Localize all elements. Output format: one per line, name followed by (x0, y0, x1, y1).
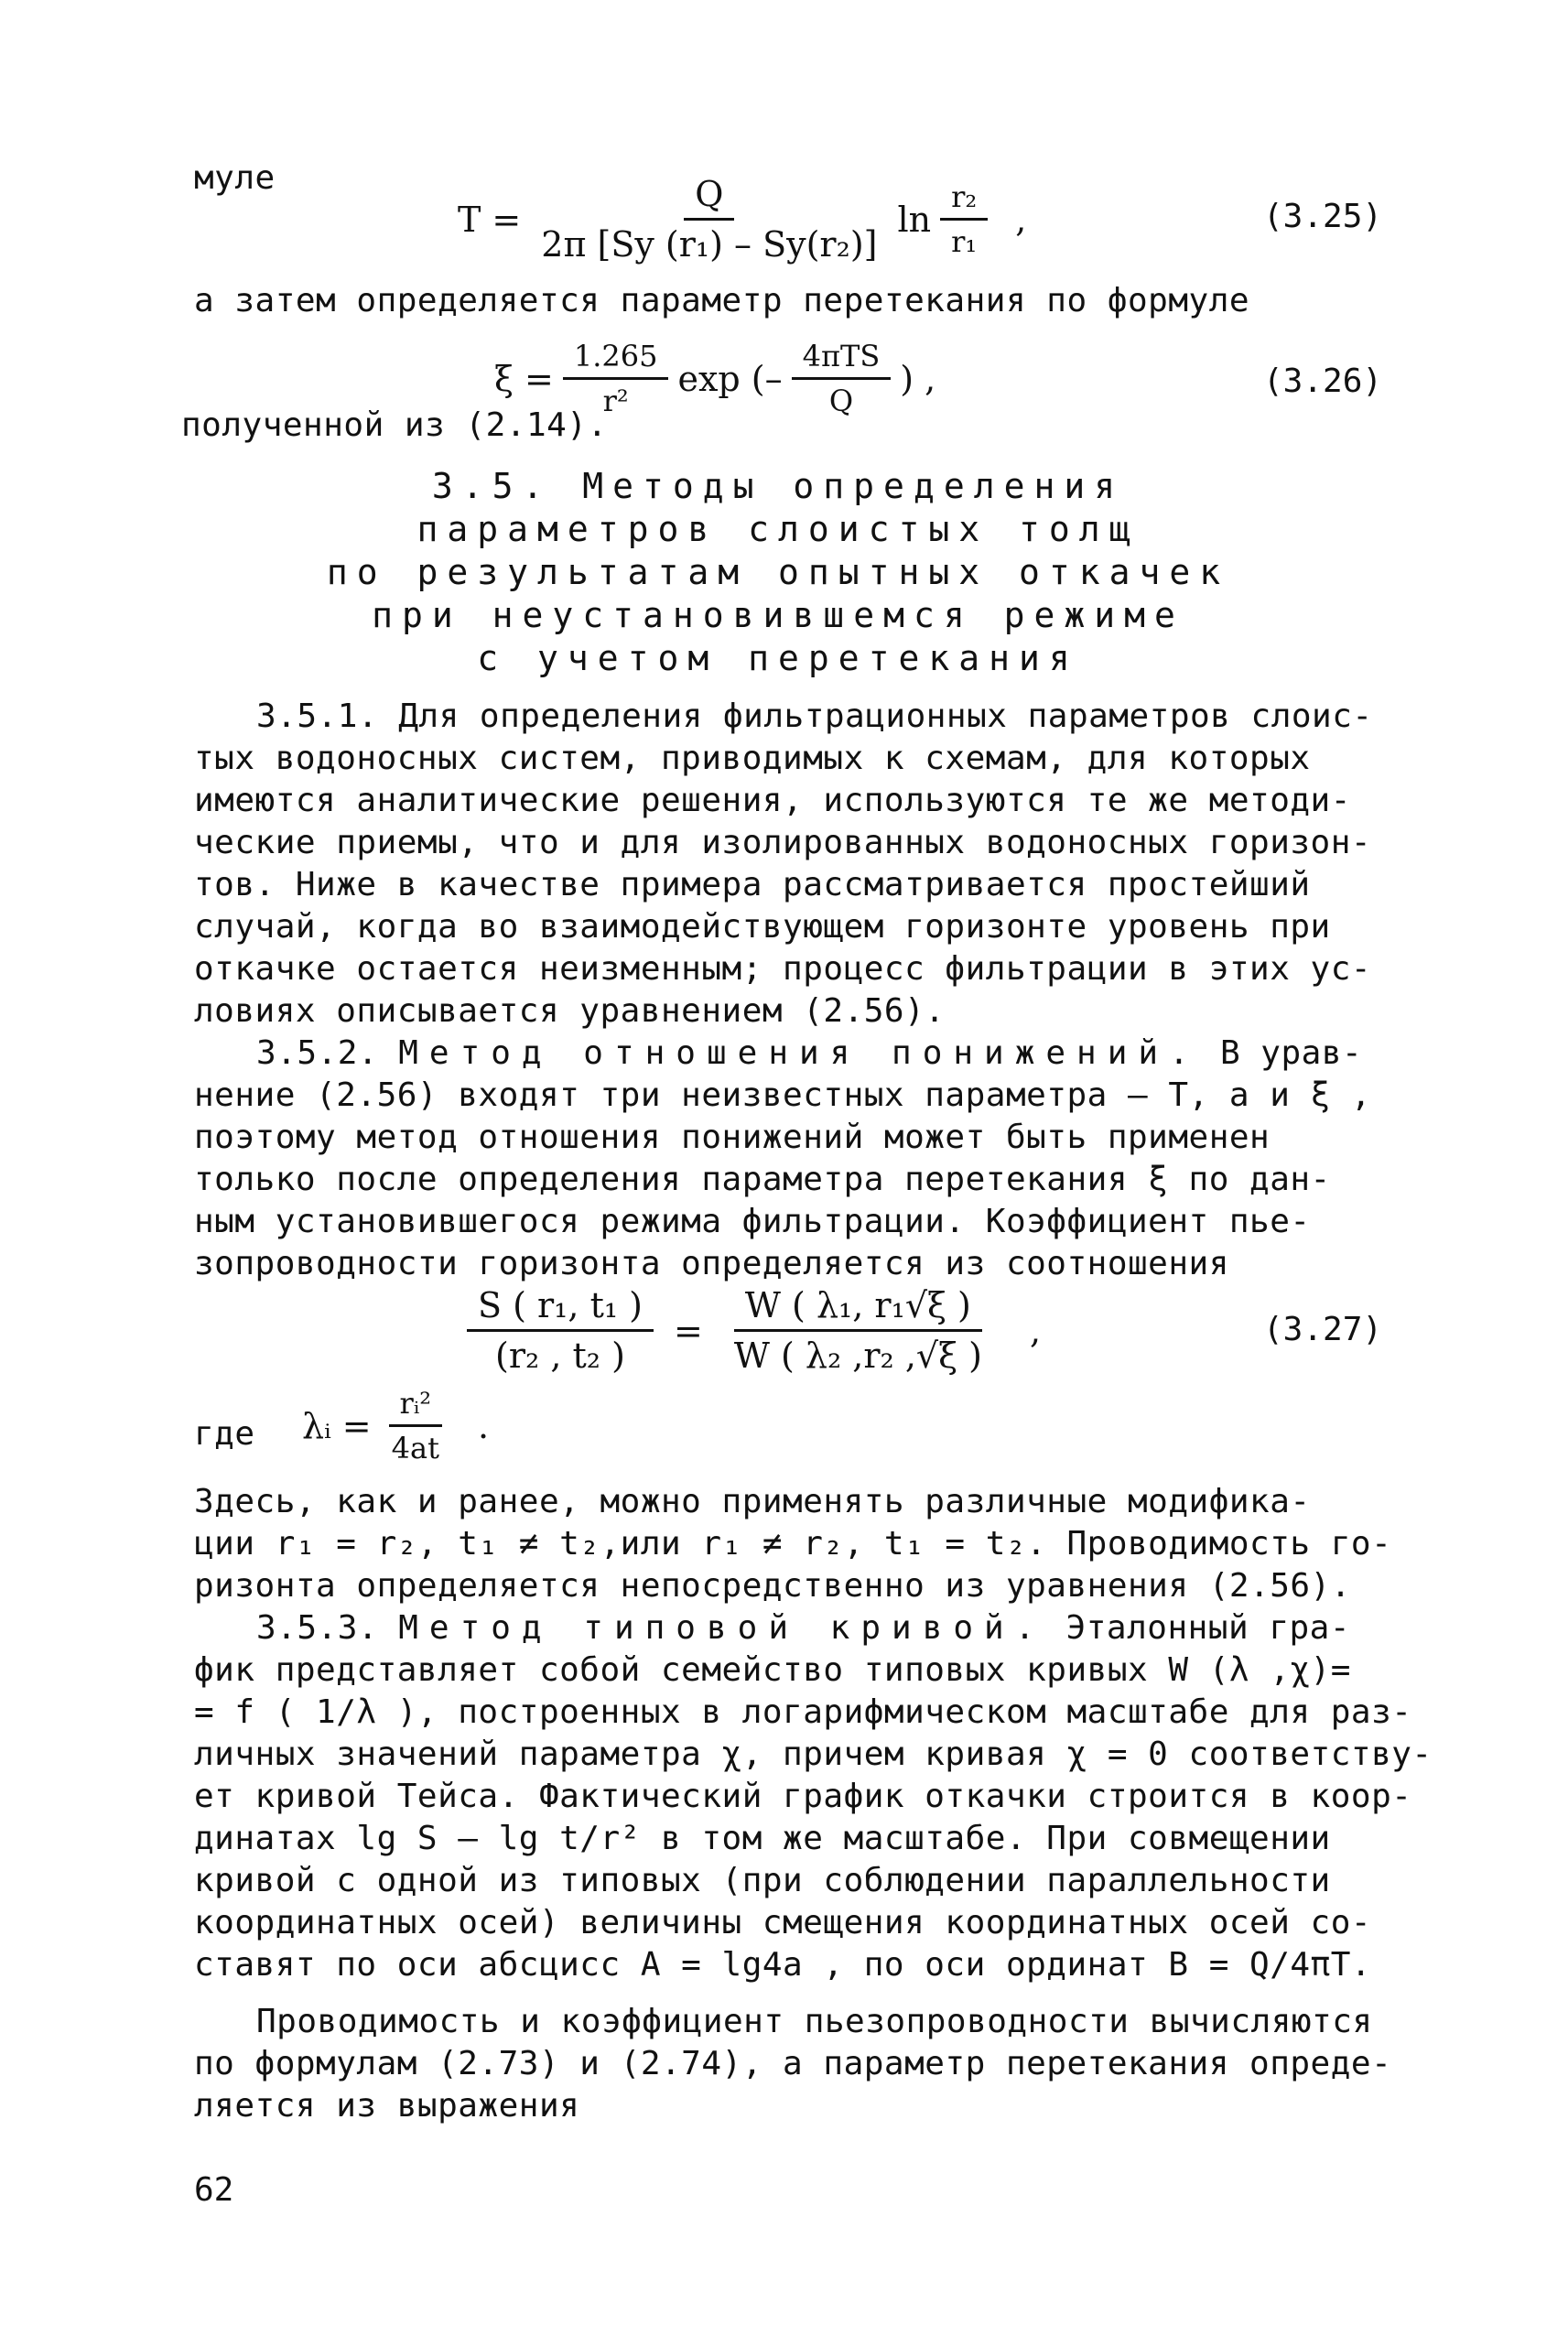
fraction-denominator: 2π [Sy (r₁) – Sy(r₂)] (541, 224, 878, 265)
formula-lhs: ξ = (494, 358, 554, 399)
text-line: тых водоносных систем, приводимых к схемам, для которых (194, 740, 1311, 777)
text-line: динатах lg S – lg t/r² в том же масштабе. При совмещении (194, 1820, 1331, 1857)
text-fragment: Эталонный гра- (1065, 1609, 1351, 1647)
section-heading-line: с учетом перетекания (477, 638, 1079, 678)
section-heading-line: по результатам опытных откачек (326, 552, 1230, 592)
text-line: нение (2.56) входят три неизвестных параметра – T, a и ξ , (194, 1076, 1372, 1114)
paragraph-number: 3.5.3. (256, 1609, 379, 1647)
text-line: поэтому метод отношения понижений может быть применен (194, 1119, 1271, 1156)
text-line: тов. Ниже в качестве примера рассматривается простейший (194, 866, 1311, 903)
fraction-denominator: W ( λ₂ ,r₂ ,√ξ ) (733, 1336, 982, 1376)
equation-number: (3.25) (1263, 198, 1383, 235)
text-line: случай, когда во взаимодействующем горизонте уровень при (194, 908, 1331, 946)
formula-equals: = (673, 1310, 703, 1351)
text-line: ческие приемы, что и для изолированных водоносных горизон- (194, 824, 1372, 861)
text-line: ризонта определяется непосредственно из уравнения (2.56). (194, 1567, 1351, 1605)
fraction-numerator: 4πTS (792, 339, 892, 380)
text-line: муле (194, 159, 276, 197)
text-line: личных значений параметра χ, причем кривая χ = 0 соответству- (194, 1736, 1433, 1773)
formula-comma: , (1029, 1310, 1042, 1351)
method-title: Метод типовой кривой. (398, 1609, 1046, 1647)
fraction-denominator: 4at (391, 1431, 439, 1465)
formula-fraction (530, 174, 888, 265)
text-fragment: В урав- (1219, 1034, 1363, 1072)
text-line: Здесь, как и ранее, можно применять различные модифика- (194, 1483, 1311, 1520)
fraction-numerator: 1.265 (563, 339, 669, 380)
text-line: полученной из (2.14). (181, 406, 608, 444)
text-line: зопроводности горизонта определяется из соотношения (194, 1245, 1229, 1282)
text-line (256, 1607, 1350, 1649)
formula-fraction (940, 179, 988, 259)
text-line: ным установившегося режима фильтрации. Коэффициент пье- (194, 1203, 1311, 1240)
text-line: кривой с одной из типовых (при соблюдении параллельности (194, 1862, 1331, 1899)
text-line: откачке остается неизменным; процесс фильтрации в этих ус- (194, 950, 1372, 988)
formula-lhs: T = (458, 199, 522, 240)
page-number: 62 (194, 2171, 234, 2209)
formula-ln: ln (897, 199, 932, 240)
section-heading-line: при неустановившемся режиме (372, 595, 1184, 635)
formula-fraction (381, 1386, 450, 1465)
fraction-denominator: Q (828, 384, 854, 418)
text-line: где (194, 1415, 255, 1453)
fraction-numerator: r₂ (940, 179, 988, 221)
equation-number: (3.27) (1263, 1311, 1383, 1348)
text-line: координатных осей) величины смещения координатных осей со- (194, 1904, 1372, 1941)
text-line: ет кривой Тейса. Фактический график откачки строится в коор- (194, 1778, 1412, 1815)
text-line: = f ( 1/λ ), построенных в логарифмическом масштабе для раз- (194, 1693, 1412, 1731)
section-heading-line: параметров слоистых толщ (416, 509, 1140, 549)
method-title: Метод отношения понижений. (398, 1034, 1200, 1072)
text-line: ции r₁ = r₂, t₁ ≠ t₂,или r₁ ≠ r₂, t₁ = t₂. Проводимость го- (194, 1525, 1392, 1563)
paragraph-number: 3.5.2. (256, 1034, 379, 1072)
fraction-numerator: S ( r₁, t₁ ) (467, 1285, 654, 1332)
fraction-denominator: (r₂ , t₂ ) (495, 1336, 625, 1376)
section-heading-line: 3.5. Методы определения (431, 466, 1125, 506)
text-line: по формулам (2.73) и (2.74), а параметр перетекания опреде- (194, 2045, 1392, 2082)
text-line: ляется из выражения (194, 2087, 580, 2125)
formula-end: . (477, 1405, 490, 1446)
text-line: ставят по оси абсцисс A = lg4a , по оси ординат B = Q/4πT. (194, 1946, 1372, 1984)
formula-3-25 (458, 174, 1026, 265)
text-line: фик представляет собой семейство типовых кривых W (λ ,χ)= (194, 1651, 1351, 1689)
text-line: только после определения параметра перетекания ξ по дан- (194, 1161, 1331, 1198)
text-line: 3.5.1. Для определения фильтрационных параметров слоис- (256, 698, 1373, 735)
formula-lhs: λᵢ = (302, 1405, 372, 1446)
formula-close: ) , (900, 358, 936, 399)
formula-3-27 (458, 1285, 1041, 1376)
fraction-numerator: Q (684, 174, 734, 221)
formula-fraction (723, 1285, 993, 1376)
formula-comma: , (1015, 199, 1027, 240)
text-line (256, 1033, 1362, 1075)
text-line: ловиях описывается уравнением (2.56). (194, 992, 946, 1030)
fraction-denominator: r² (602, 384, 629, 418)
fraction-numerator: rᵢ² (389, 1386, 443, 1427)
formula-lambda (302, 1386, 489, 1465)
text-line: Проводимость и коэффициент пьезопроводности вычисляются (256, 2003, 1373, 2040)
formula-fraction (467, 1285, 654, 1376)
fraction-denominator: r₁ (951, 224, 978, 259)
formula-fraction (792, 339, 892, 418)
text-line: а затем определяется параметр перетекания по формуле (194, 282, 1250, 319)
fraction-numerator: W ( λ₁, r₁√ξ ) (734, 1285, 982, 1332)
text-line: имеются аналитические решения, используются те же методи- (194, 782, 1351, 819)
equation-number: (3.26) (1263, 362, 1383, 400)
formula-exp: exp (– (677, 358, 783, 399)
